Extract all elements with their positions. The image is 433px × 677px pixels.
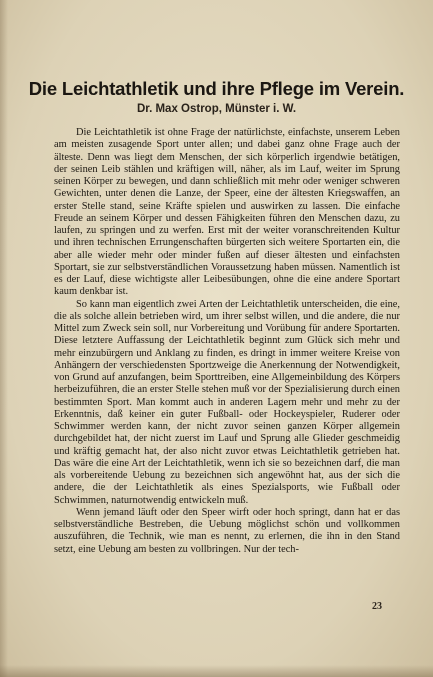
paragraph-3: Wenn jemand läuft oder den Speer wirft oder hoch springt, dann hat er das selbstverständliche Bestreben, die Uebung möglichst schön und vollkommen auszuführen, die Technik, wie man es nennt, zu erlernen, die ihn in den Stand setzt, eine Uebung am besten zu vollbringen. Nur der tech- <box>54 506 400 555</box>
page-edge-shadow <box>0 0 8 677</box>
article-title: Die Leichtathletik und ihre Pflege im Verein. <box>28 78 405 99</box>
article-author: Dr. Max Ostrop, Münster i. W. <box>136 103 297 115</box>
paragraph-2: So kann man eigentlich zwei Arten der Leichtathletik unterscheiden, die eine, die als solche allein betrieben wird, um ihrer selbst willen, und die andere, die nur Mittel zum Zweck sein soll, nur Vorbereitung und Vorübung für andere Sportarten. Diese letztere Auffassung der Leichtathletik beginnt zum Glück sich mehr und mehr einzubürgern und Anklang zu finden, es dringt in immer weitere Kreise von Anhängern der verschiedensten Sportzweige die Anerkennung der Notwendigkeit, von Grund auf anzufangen, beim Sporttreiben, eine Allgemeinbildung des Körpers herbeizuführen, die an erster Stelle stehen muß vor der Spezialisierung durch einen bestimmten Sport. Man kommt auch in anderen Lagern mehr und mehr zu der Erkenntnis, daß keiner ein guter Fußball- oder Hockeyspieler, Ruderer oder Schwimmer werden kann, der nicht zuvor seinen ganzen Körper allgemein durchgebildet hat, der nicht zuerst im Lauf und Sprung alle Glieder geschmeidig und kräftig gemacht hat, der also nicht zuvor etwas Leichtathletik getrieben hat. Das wäre die eine Art der Leichtathletik, wenn ich sie so bezeichnen darf, die man als vorbereitende Uebung zu bezeichnen sich angewöhnt hat, aus der sich die andere, die der Leichtathletik als eines Spezialsports, wie Fußball oder Schwimmen, naturnotwendig entwickeln muß. <box>54 298 400 506</box>
article-body <box>54 127 400 556</box>
page-number: 23 <box>372 601 382 612</box>
paragraph-1: Die Leichtathletik ist ohne Frage der natürlichste, einfachste, unserem Leben am meisten zusagende Sport unter allen; und dabei ganz ohne Frage auch der älteste. Denn was liegt dem Menschen, der sich körperlich irgendwie betätigen, der seinen Leib stählen und kräftigen will, näher, als im Lauf, weiter im Sprung seinen Körper zu bewegen, und dann schließlich mit mehr oder weniger schweren Gewichten, unter denen die Lanze, der Speer, eine der ältesten Kriegswaffen, an erster Stelle stand, seine Kräfte spielen und auswirken zu lassen. Die einfache Freude an seinem Körper und dessen Fähigkeiten führen den Menschen dazu, zu laufen, zu springen und zu werfen. Erst mit der weiter voranschreitenden Kultur und ihren technischen Errungenschaften bürgerten sich weitere Sportarten ein, die aber alle wieder mehr oder minder fußen auf dieser ältesten und einfachsten Sportart, sie zur selbstverständlichen Voraussetzung haben müssen. Namentlich ist es der Lauf, diese wichtigste aller Leibesübungen, ohne die eine andere Sportart kaum denkbar ist. <box>54 127 400 298</box>
page-bottom-shadow <box>0 665 433 677</box>
